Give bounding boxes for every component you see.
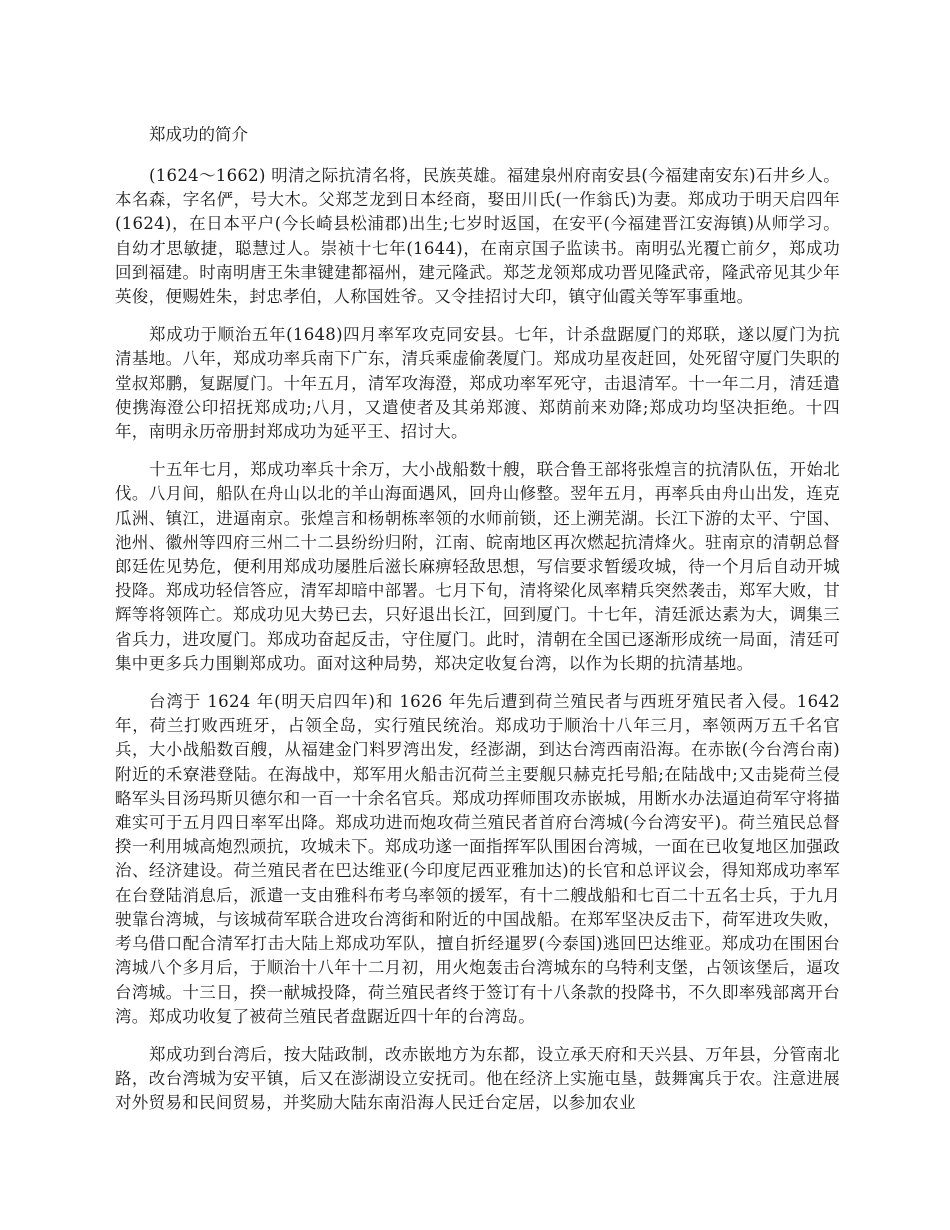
document-title: 郑成功的简介 xyxy=(149,125,248,144)
paragraph-taiwan-recovery: 台湾于 1624 年(明天启四年)和 1626 年先后遭到荷兰殖民者与西班牙殖民者入侵。1642 年，荷兰打败西班牙，占领全岛，实行殖民统治。郑成功于顺治十八年三月，率领两万五千名官兵，大小战船数百艘，从福建金门料罗湾出发，经澎湖，到达台湾西南沿海。在赤嵌(今台湾台南)附近的禾寮港登陆。在海战中，郑军用火船击沉荷兰主要舰只赫克托号船;在陆战中;又击毙荷兰侵略军头目汤玛斯贝德尔和一百一十余名官兵。郑成功挥师围攻赤嵌城，用断水办法逼迫荷军守将描难实可于五月四日率军出降。郑成功进而炮攻荷兰殖民者首府台湾城(今台湾安平)。荷兰殖民总督揆一利用城高炮烈顽抗，攻城未下。郑成功遂一面指挥军队围困台湾城，一面在已收复地区加强政治、经济建设。荷兰殖民者在巴达维亚(今印度尼西亚雅加达)的长官和总评议会，得知郑成功率军在台登陆消息后，派遣一支由雅科布考乌率领的援军，有十二艘战船和七百二十五名士兵，于九月驶靠台湾城，与该城荷军联合进攻台湾街和附近的中国战船。在郑军坚决反击下，荷军进攻失败，考乌借口配合清军打击大陆上郑成功军队，擅自折经暹罗(今泰国)逃回巴达维亚。郑成功在围困台湾城八个多月后，于顺治十八年十二月初，用火炮轰击台湾城东的乌特利支堡，占领该堡后，逼攻台湾城。十三日，揆一献城投降，荷兰殖民者终于签订有十八条款的投降书，不久即率残部离开台湾。郑成功收复了被荷兰殖民者盘踞近四十年的台湾岛。 xyxy=(115,692,840,1026)
paragraph-northern-expedition: 十五年七月，郑成功率兵十余万，大小战船数十艘，联合鲁王部将张煌言的抗清队伍，开始北伐。八月间，船队在舟山以北的羊山海面遇风，回舟山修整。翌年五月，再率兵由舟山出发，连克瓜洲、镇江，进逼南京。张煌言和杨朝栋率领的水师前锁，还上溯芜湖。长江下游的太平、宁国、池州、徽州等四府三州二十二县纷纷归附，江南、皖南地区再次燃起抗清烽火。驻南京的清朝总督郎廷佐见势危，便利用郑成功屡胜后滋长麻痹轻敌思想，写信要求暂缓攻城，待一个月后自动开城投降。郑成功轻信答应，清军却暗中部署。七月下旬，清将梁化凤率精兵突然袭击，郑军大败，甘辉等将领阵亡。郑成功见大势已去，只好退出长江，回到厦门。十七年，清廷派达素为大，调集三省兵力，进攻厦门。郑成功奋起反击，守住厦门。此时，清朝在全国已逐渐形成统一局面，清廷可集中更多兵力围剿郑成功。面对这种局势，郑决定收复台湾，以作为长期的抗清基地。 xyxy=(115,460,840,673)
paragraph-intro: (1624～1662) 明清之际抗清名将，民族英雄。福建泉州府南安县(今福建南安东)石井乡人。本名森，字名俨，号大木。父郑芝龙到日本经商，娶田川氏(一作翁氏)为妻。郑成功于明天启四年(1624)，在日本平户(今长崎县松浦郡)出生;七岁时返国，在安平(今福建晋江安海镇)从师学习。自幼才思敏捷，聪慧过人。崇祯十七年(1644)，在南京国子监读书。南明弘光覆亡前夕，郑成功回到福建。时南明唐王朱聿键建都福州，建元隆武。郑芝龙领郑成功晋见隆武帝，隆武帝见其少年英俊，便赐姓朱，封忠孝伯，人称国姓爷。又令挂招讨大印，镇守仙霞关等军事重地。 xyxy=(115,166,840,307)
paragraph-early-campaigns: 郑成功于顺治五年(1648)四月率军攻克同安县。七年，计杀盘踞厦门的郑联，遂以厦门为抗清基地。八年，郑成功率兵南下广东，清兵乘虚偷袭厦门。郑成功星夜赶回，处死留守厦门失职的堂叔郑鹏，复踞厦门。十年五月，清军攻海澄，郑成功率军死守，击退清军。十一年二月，清廷遣使携海澄公印招抚郑成功;八月，又遣使者及其弟郑渡、郑荫前来劝降;郑成功均坚决拒绝。十四年，南明永历帝册封郑成功为延平王、招讨大。 xyxy=(115,325,840,442)
paragraph-taiwan-governance: 郑成功到台湾后，按大陆政制，改赤嵌地方为东都，设立承天府和天兴县、万年县，分管南北路，改台湾城为安平镇，后又在澎湖设立安抚司。他在经济上实施屯垦，鼓舞寓兵于农。注意进展对外贸易和民间贸易，并奖励大陆东南沿海人民迁台定居，以参加农业 xyxy=(115,1044,840,1113)
